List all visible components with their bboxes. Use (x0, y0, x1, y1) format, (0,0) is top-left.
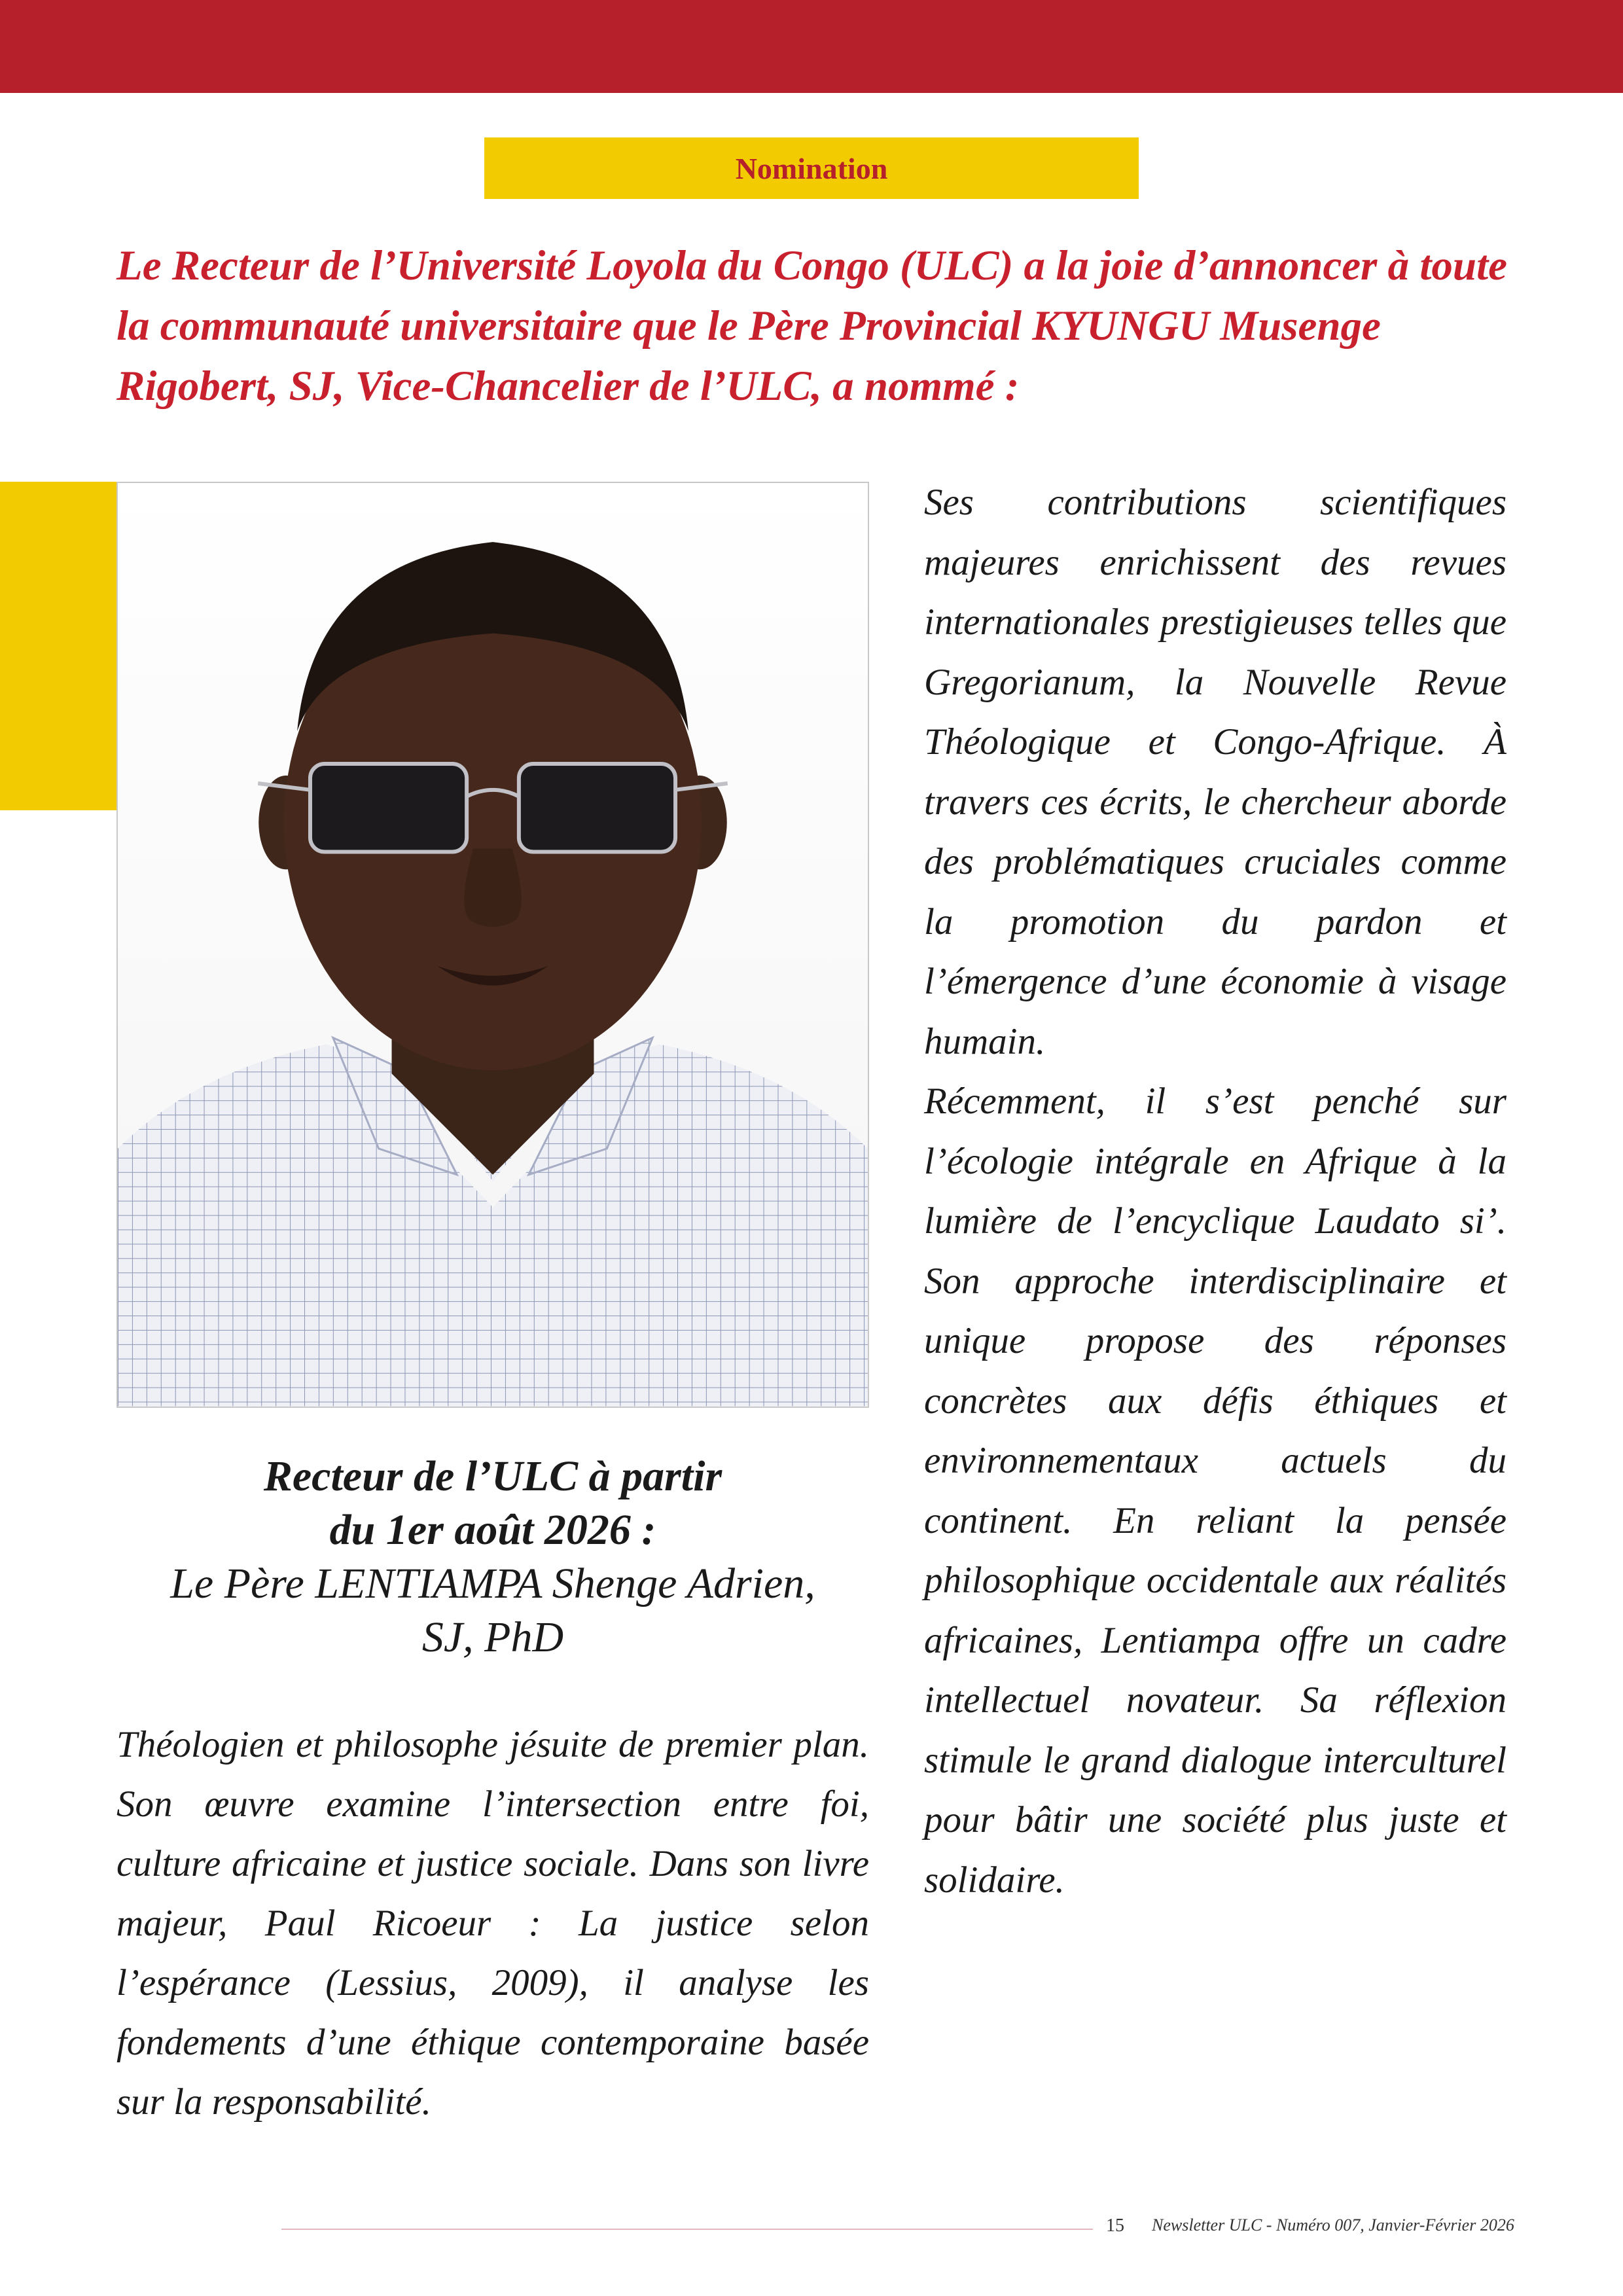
intro-announcement: Le Recteur de l’Université Loyola du Congo (ULC) a la joie d’annoncer à toute la communauté universitaire que le Père Provincial KYUNGU Musenge Rigobert, SJ, Vice-Chancelier de l’ULC, a nommé : (116, 242, 1507, 410)
page-number: 15 (1106, 2215, 1124, 2236)
section-tag (484, 137, 1139, 199)
caption-role: Recteur de l’ULC à partir (263, 1452, 722, 1500)
caption-name: Le Père LENTIAMPA Shenge Adrien, (170, 1560, 815, 1607)
footer-rule (281, 2229, 1093, 2230)
portrait-caption (116, 1450, 869, 1664)
portrait-illustration (118, 483, 868, 1407)
top-banner (0, 0, 1623, 93)
footer-publication: Newsletter ULC - Numéro 007, Janvier-Février 2026 (1152, 2215, 1514, 2234)
right-column-text (924, 473, 1507, 1910)
contributions-paragraph: Ses contributions scientifiques majeures enrichissent des revues internationales prestigieuses telles que Gregorianum, la Nouvelle Revue Théologique et Congo-Afrique. À travers ces écrits, le chercheur aborde des problématiques cruciales comme la promotion du pardon et l’émergence d’une économie à visage humain. (924, 482, 1507, 1062)
yellow-accent-bar (0, 482, 116, 810)
caption-date: du 1er août 2026 : (329, 1506, 656, 1554)
bio-paragraph: Théologien et philosophe jésuite de premier plan. Son œuvre examine l’intersection entre foi, culture africaine et justice sociale. Dans son livre majeur, Paul Ricoeur : La justice selon l’espérance (Lessius, 2009), il analyse les fondements d’une éthique contemporaine basée sur la responsabilité. (116, 1724, 869, 2123)
portrait-photo (116, 482, 869, 1408)
caption-title: SJ, PhD (421, 1613, 564, 1661)
section-tag-label: Nomination (735, 151, 888, 185)
ecology-paragraph: Récemment, il s’est penché sur l’écologie intégrale en Afrique à la lumière de l’encyclique Laudato si’. Son approche interdisciplinaire et unique propose des réponses concrètes aux défis éthiques et environnementaux actuels du continent. En reliant la pensée philosophique occidentale aux réalités africaines, Lentiampa offre un cadre intellectuel novateur. Sa réflexion stimule le grand dialogue interculturel pour bâtir une société plus juste et solidaire. (924, 1081, 1507, 1901)
